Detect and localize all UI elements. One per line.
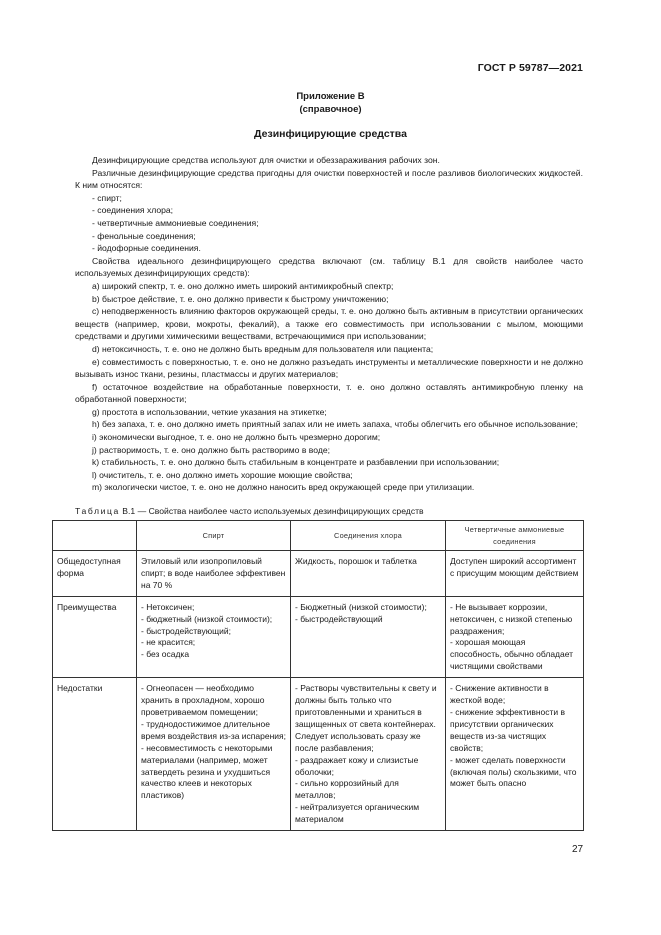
paragraph-intro: Дезинфицирующие средства используют для очистки и обеззараживания рабочих зон. [92,155,440,165]
property-item: c) неподверженность влиянию факторов окружающей среды, т. е. оно должно быть активным в присутствии органических веществ (например, крови, мокроты, фекалий), а также его совместимость при использовании с мылом, моющими средствами и другими химическими веществами, встречающимися при использовании; [75,306,583,342]
table-cell [446,596,584,677]
paragraph-types: Различные дезинфицирующие средства пригодны для очистки поверхностей и после разливов биологических жидкостей. К ним относятся: [75,167,583,191]
table-cell-line: Этиловый или изопропиловый спирт; в воде наиболее эффективен на 70 % [141,556,286,590]
table-cell-line: - Нетоксичен; [141,601,195,612]
property-item: e) совместимость с поверхностью, т. е. оно не должно разъедать инструменты и металлические поверхности и не должно вызывать износ ткани, резины, пластмассы и других материалов; [75,356,583,380]
table-caption-text: В.1 — Свойства наиболее часто используемых дезинфицирующих средств [122,506,424,516]
table-row [53,596,584,677]
table-row-label: Общедоступная форма [53,551,137,597]
appendix-title: Приложение В [296,91,365,102]
table-cell [137,596,291,677]
document-id: ГОСТ Р 59787—2021 [477,62,583,74]
table-cell-line: - быстродействующий [295,613,383,624]
table-cell [137,551,291,597]
list-item: - фенольные соединения; [92,230,196,241]
table-cell-line: Жидкость, порошок и таблетка [295,556,417,566]
table-cell [291,551,446,597]
table-cell [291,678,446,831]
table-cell-line: - сильно коррозийный для металлов; [295,778,399,801]
table-header-cell: Четвертичные аммониевые соединения [446,521,584,551]
table-cell-line: - Не вызывает коррозии, нетоксичен, с низкой степенью раздражения; [450,601,573,636]
table-cell-line: - Растворы чувствительны к свету и должны быть только что приготовленными и храниться в защищенных от света контейнерах. Следует использовать сразу же после разбавления; [295,683,437,753]
property-item: h) без запаха, т. е. оно должно иметь приятный запах или не иметь запаха, чтобы облегчить его обычное использование; [92,419,578,430]
table-header-cell: Спирт [137,521,291,551]
table-row [53,551,584,597]
table-cell-line: - хорошая моющая способность, обычно обладает чистящими свойствами [450,637,574,672]
table-cell [137,678,291,831]
page-number: 27 [572,844,584,855]
table-cell-line: - быстродействующий; [141,625,231,636]
table-row [53,678,584,831]
table-row-label: Недостатки [53,678,137,831]
table-cell [291,596,446,677]
paragraph-properties: Свойства идеального дезинфицирующего средства включают (см. таблицу В.1 для свойств наиболее часто используемых дезинфицирующих средств): [75,255,583,279]
section-title: Дезинфицирующие средства [254,128,407,140]
property-item: j) растворимость, т. е. оно должно быть растворимо в воде; [92,444,331,455]
appendix-subtitle: (справочное) [299,104,362,115]
property-item: m) экологически чистое, т. е. оно не должно наносить вред окружающей среде при утилизации. [92,482,475,493]
disinfectant-properties-table [52,520,584,831]
table-cell [446,678,584,831]
table-caption-label: Таблица [75,506,120,516]
table-caption [75,506,424,516]
list-item: - спирт; [92,192,122,203]
property-item: g) простота в использовании, четкие указания на этикетке; [92,406,327,417]
list-item: - йодофорные соединения. [92,243,201,254]
property-item: d) нетоксичность, т. е. оно не должно быть вредным для пользователя или пациента; [92,343,434,354]
table-cell-line: - Огнеопасен — необходимо хранить в прохладном, хорошо проветриваемом помещении; [141,683,265,717]
table-cell-line: - несовместимость с некоторыми материалами (например, может затвердеть резина и ухудшиться качество клеев и некоторых пластиков) [141,742,273,801]
table-cell-line: - труднодостижимое длительное время воздействия из-за испарения; [141,718,286,741]
property-item: a) широкий спектр, т. е. оно должно иметь широкий антимикробный спектр; [92,280,394,291]
table-cell-line: - бюджетный (низкой стоимости); [141,613,273,624]
table-cell-line: - может сделать поверхности (включая полы) скользкими, что может быть опасно [450,754,577,789]
table-cell-line: - Снижение активности в жесткой воде; [450,683,549,706]
table-header-cell [53,521,137,551]
property-item: l) очиститель, т. е. оно должно иметь хорошие моющие свойства; [92,469,353,480]
table-cell-line: - снижение эффективности в присутствии органических веществ из-за чистящих свойств; [450,706,566,753]
table-cell-line: - не красится; [141,637,196,648]
list-item: - соединения хлора; [92,205,174,216]
table-header-cell: Соединения хлора [291,521,446,551]
property-item: k) стабильность, т. е. оно должно быть стабильным в концентрате и разбавлении при использовании; [92,457,500,468]
table-cell-line: - Бюджетный (низкой стоимости); [295,601,427,612]
property-item: i) экономически выгодное, т. е. оно не должно быть чрезмерно дорогим; [92,432,381,443]
table-cell [446,551,584,597]
table-cell-line: Доступен широкий ассортимент с присущим моющим действием [450,556,579,578]
table-cell-line: - без осадка [141,649,190,660]
body-text [75,154,583,494]
list-item: - четвертичные аммониевые соединения; [92,217,259,228]
table-row-label: Преимущества [53,596,137,677]
property-item: f) остаточное воздействие на обработанные поверхности, т. е. оно должно оставлять антимикробную пленку на обработанной поверхности; [75,381,583,405]
table-header-row [53,521,584,551]
property-item: b) быстрое действие, т. е. оно должно привести к быстрому уничтожению; [92,293,389,304]
table-cell-line: - нейтрализуется органическим материалом [295,802,420,825]
table-cell-line: - раздражает кожу и слизистые оболочки; [295,754,419,777]
